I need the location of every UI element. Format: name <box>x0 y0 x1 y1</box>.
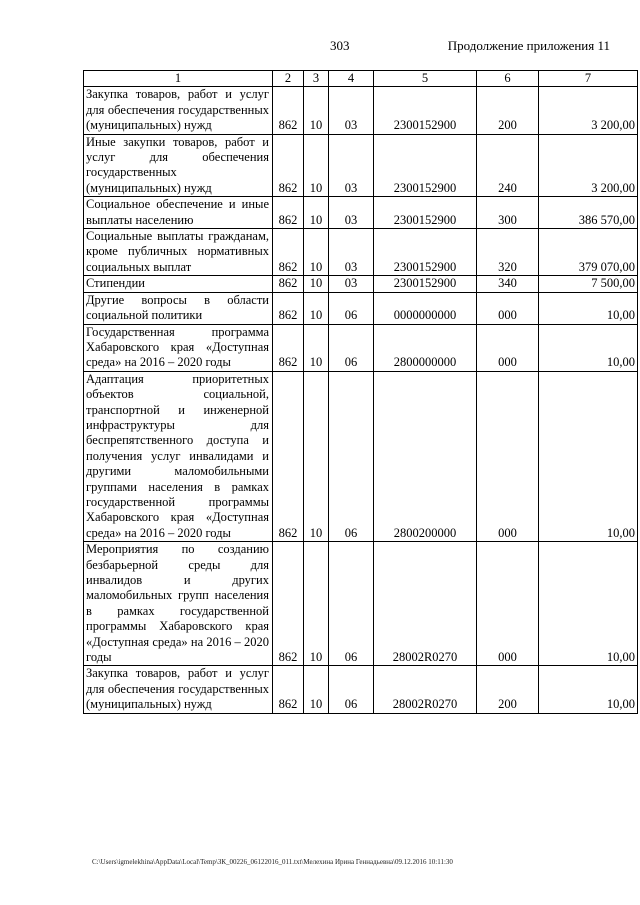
table-row <box>84 371 638 541</box>
row-c2-cell: 862 <box>273 276 304 292</box>
row-name-cell: Иные закупки товаров, работ и услуг для обеспечения государственных (муниципальных) нужд <box>84 134 273 197</box>
page-header <box>0 38 640 56</box>
table-row <box>84 134 638 197</box>
row-c2-cell: 862 <box>273 371 304 541</box>
row-c4-cell: 03 <box>329 197 374 229</box>
table-row <box>84 276 638 292</box>
row-c3-cell: 10 <box>304 134 329 197</box>
row-c3-cell: 10 <box>304 229 329 276</box>
row-c4-cell: 06 <box>329 666 374 713</box>
row-c3-cell: 10 <box>304 197 329 229</box>
row-c3-cell: 10 <box>304 324 329 371</box>
row-c4-cell: 06 <box>329 542 374 666</box>
row-c6-cell: 000 <box>477 371 539 541</box>
row-c5-cell: 2300152900 <box>374 87 477 134</box>
page-number: 303 <box>330 38 350 53</box>
row-name-cell: Социальное обеспечение и иные выплаты населению <box>84 197 273 229</box>
row-c5-cell: 2300152900 <box>374 197 477 229</box>
row-c3-cell: 10 <box>304 87 329 134</box>
row-name-cell: Мероприятия по созданию безбарьерной среды для инвалидов и других маломобильных групп населения в рамках государственной программы Хабаровского края «Доступная среда» на 2016 – 2020 годы <box>84 542 273 666</box>
budget-table <box>83 70 638 714</box>
row-c7-cell: 7 500,00 <box>539 276 638 292</box>
page-caption: Продолжение приложения 11 <box>447 38 610 53</box>
row-c7-cell: 3 200,00 <box>539 87 638 134</box>
row-c4-cell: 06 <box>329 292 374 324</box>
row-name-cell: Адаптация приоритетных объектов социальной, транспортной и инженерной инфраструктуры для беспрепятственного доступа и получения услуг инвалидами и другими маломобильными группами населения в рамках государственной программы Хабаровского края «Доступная среда» на 2016 – 2020 годы <box>84 371 273 541</box>
header-cell: 7 <box>539 71 638 87</box>
header-cell: 1 <box>84 71 273 87</box>
row-c6-cell: 300 <box>477 197 539 229</box>
row-c4-cell: 03 <box>329 134 374 197</box>
row-c3-cell: 10 <box>304 666 329 713</box>
row-c7-cell: 10,00 <box>539 542 638 666</box>
row-c6-cell: 240 <box>477 134 539 197</box>
row-name-cell: Закупка товаров, работ и услуг для обеспечения государственных (муниципальных) нужд <box>84 666 273 713</box>
row-c2-cell: 862 <box>273 542 304 666</box>
table-row <box>84 542 638 666</box>
table-row <box>84 197 638 229</box>
table-header-row <box>84 71 638 87</box>
row-c3-cell: 10 <box>304 542 329 666</box>
row-c5-cell: 2800000000 <box>374 324 477 371</box>
row-c4-cell: 03 <box>329 87 374 134</box>
row-c3-cell: 10 <box>304 371 329 541</box>
row-c7-cell: 379 070,00 <box>539 229 638 276</box>
row-c5-cell: 2800200000 <box>374 371 477 541</box>
table-row <box>84 292 638 324</box>
table-row <box>84 229 638 276</box>
header-cell: 2 <box>273 71 304 87</box>
row-c7-cell: 10,00 <box>539 371 638 541</box>
row-name-cell: Другие вопросы в области социальной политики <box>84 292 273 324</box>
row-c2-cell: 862 <box>273 324 304 371</box>
row-c5-cell: 28002R0270 <box>374 666 477 713</box>
header-cell: 6 <box>477 71 539 87</box>
row-c5-cell: 28002R0270 <box>374 542 477 666</box>
header-cell: 3 <box>304 71 329 87</box>
row-c5-cell: 2300152900 <box>374 229 477 276</box>
header-cell: 4 <box>329 71 374 87</box>
header-cell: 5 <box>374 71 477 87</box>
row-c3-cell: 10 <box>304 276 329 292</box>
row-c6-cell: 340 <box>477 276 539 292</box>
row-c4-cell: 03 <box>329 276 374 292</box>
table-row <box>84 87 638 134</box>
row-name-cell: Социальные выплаты гражданам, кроме публичных нормативных социальных выплат <box>84 229 273 276</box>
row-c4-cell: 06 <box>329 324 374 371</box>
row-c7-cell: 3 200,00 <box>539 134 638 197</box>
row-c6-cell: 320 <box>477 229 539 276</box>
table-row <box>84 666 638 713</box>
row-c2-cell: 862 <box>273 229 304 276</box>
row-c2-cell: 862 <box>273 87 304 134</box>
row-c6-cell: 200 <box>477 87 539 134</box>
footer-path: C:\Users\igmelekhina\AppData\Local\Temp\ЗК_00226_06122016_011.txt\Мелехина Ирина Геннадьевна\09.12.2016 10:11:30 <box>92 858 453 866</box>
row-c2-cell: 862 <box>273 666 304 713</box>
row-c7-cell: 386 570,00 <box>539 197 638 229</box>
row-c2-cell: 862 <box>273 292 304 324</box>
row-c2-cell: 862 <box>273 134 304 197</box>
row-c7-cell: 10,00 <box>539 666 638 713</box>
row-c5-cell: 0000000000 <box>374 292 477 324</box>
row-c6-cell: 000 <box>477 542 539 666</box>
row-c5-cell: 2300152900 <box>374 276 477 292</box>
row-name-cell: Государственная программа Хабаровского края «Доступная среда» на 2016 – 2020 годы <box>84 324 273 371</box>
row-c4-cell: 03 <box>329 229 374 276</box>
row-c5-cell: 2300152900 <box>374 134 477 197</box>
row-c7-cell: 10,00 <box>539 324 638 371</box>
row-c2-cell: 862 <box>273 197 304 229</box>
row-c4-cell: 06 <box>329 371 374 541</box>
table-row <box>84 324 638 371</box>
row-c6-cell: 000 <box>477 324 539 371</box>
row-c6-cell: 000 <box>477 292 539 324</box>
row-c6-cell: 200 <box>477 666 539 713</box>
row-name-cell: Стипендии <box>84 276 273 292</box>
row-name-cell: Закупка товаров, работ и услуг для обеспечения государственных (муниципальных) нужд <box>84 87 273 134</box>
row-c3-cell: 10 <box>304 292 329 324</box>
row-c7-cell: 10,00 <box>539 292 638 324</box>
